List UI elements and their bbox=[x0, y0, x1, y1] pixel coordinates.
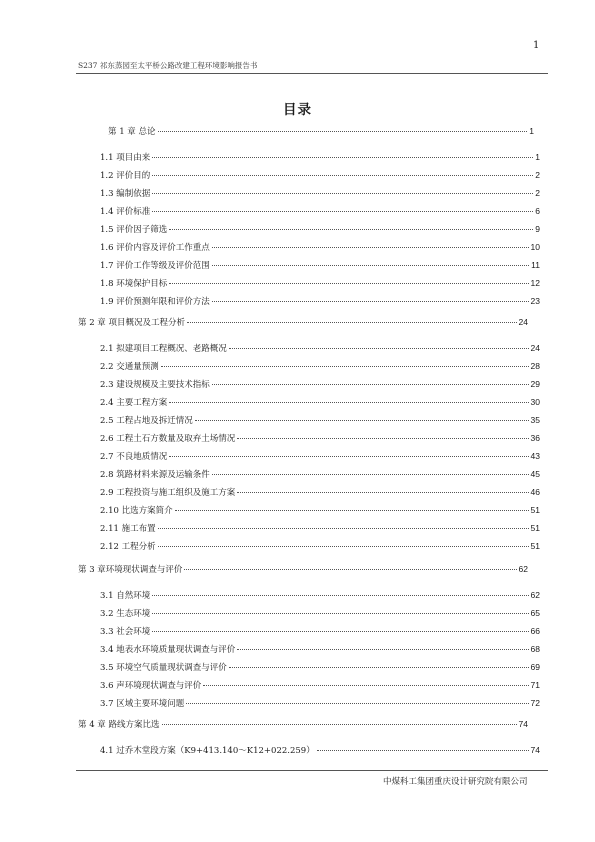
toc-leader-dots bbox=[317, 750, 529, 751]
toc-leader-dots bbox=[158, 131, 528, 132]
toc-entry-label: 2.8 筑路材料来源及运输条件 bbox=[100, 470, 210, 480]
document-title: S237 祁东蒸园至太平桥公路改建工程环境影响报告书 bbox=[78, 61, 258, 70]
toc-leader-dots bbox=[152, 613, 528, 614]
toc-entry-page: 35 bbox=[530, 415, 540, 425]
toc-entry-label: 3.5 环境空气质量现状调查与评价 bbox=[100, 663, 227, 673]
toc-entry-page: 28 bbox=[530, 361, 540, 371]
toc-entry-page: 1 bbox=[529, 126, 534, 136]
toc-leader-dots bbox=[184, 569, 516, 570]
toc-entry[interactable] bbox=[100, 504, 540, 518]
toc-entry-label: 1.6 评价内容及评价工作重点 bbox=[100, 243, 210, 253]
toc-entry-page: 1 bbox=[535, 152, 540, 162]
toc-entry[interactable] bbox=[100, 151, 540, 165]
toc-entry[interactable] bbox=[100, 625, 540, 639]
toc-entry-page: 23 bbox=[530, 296, 540, 306]
footer-rule bbox=[76, 770, 548, 771]
toc-entry-label: 3.6 声环境现状调查与评价 bbox=[100, 681, 202, 691]
toc-leader-dots bbox=[203, 685, 528, 686]
toc-leader-dots bbox=[158, 546, 529, 547]
toc-entry[interactable] bbox=[100, 661, 540, 675]
toc-entry-label: 4.1 过乔木堂段方案（K9+413.140～K12+022.259） bbox=[100, 746, 315, 756]
toc-entry-label: 1.1 项目由来 bbox=[100, 153, 151, 163]
toc-entry-label: 第 3 章环境现状调查与评价 bbox=[78, 565, 183, 575]
toc-entry[interactable] bbox=[100, 643, 540, 657]
toc-entry-label: 2.1 拟建项目工程概况、老路概况 bbox=[100, 344, 227, 354]
toc-leader-dots bbox=[169, 402, 528, 403]
toc-entry[interactable] bbox=[78, 316, 528, 330]
toc-entry-label: 2.2 交通量预测 bbox=[100, 362, 159, 372]
toc-entry[interactable] bbox=[100, 414, 540, 428]
toc-leader-dots bbox=[237, 649, 528, 650]
toc-leader-dots bbox=[195, 420, 529, 421]
toc-leader-dots bbox=[212, 384, 529, 385]
toc-entry[interactable] bbox=[100, 468, 540, 482]
toc-entry-page: 2 bbox=[535, 188, 540, 198]
toc-entry-label: 3.4 地表水环境质量现状调查与评价 bbox=[100, 645, 236, 655]
toc-entry[interactable] bbox=[100, 396, 540, 410]
toc-entry-page: 11 bbox=[531, 260, 540, 270]
toc-leader-dots bbox=[152, 157, 533, 158]
toc-entry-label: 第 2 章 项目概况及工程分析 bbox=[78, 318, 186, 328]
toc-entry-label: 2.12 工程分析 bbox=[100, 542, 156, 552]
toc-leader-dots bbox=[161, 366, 529, 367]
toc-leader-dots bbox=[237, 492, 528, 493]
footer-organization: 中煤科工集团重庆设计研究院有限公司 bbox=[383, 777, 528, 787]
toc-entry[interactable] bbox=[100, 223, 540, 237]
toc-entry-label: 1.5 评价因子筛选 bbox=[100, 225, 168, 235]
toc-leader-dots bbox=[169, 283, 528, 284]
toc-entry[interactable] bbox=[100, 295, 540, 309]
toc-entry-page: 74 bbox=[530, 745, 540, 755]
toc-entry-label: 1.4 评价标准 bbox=[100, 207, 151, 217]
toc-entry-label: 2.9 工程投资与施工组织及施工方案 bbox=[100, 488, 236, 498]
toc-entry-label: 2.6 工程土石方数量及取弃土场情况 bbox=[100, 434, 236, 444]
toc-entry-page: 43 bbox=[530, 451, 540, 461]
toc-entry-page: 9 bbox=[535, 224, 540, 234]
toc-leader-dots bbox=[175, 510, 529, 511]
toc-leader-dots bbox=[152, 595, 528, 596]
toc-entry-page: 74 bbox=[518, 719, 528, 729]
toc-entry-label: 2.10 比选方案简介 bbox=[100, 506, 173, 516]
toc-entry-label: 1.9 评价预测年限和评价方法 bbox=[100, 297, 210, 307]
toc-entry-page: 46 bbox=[530, 487, 540, 497]
toc-entry[interactable] bbox=[78, 563, 528, 577]
toc-entry-page: 51 bbox=[530, 541, 540, 551]
toc-entry-page: 62 bbox=[530, 590, 540, 600]
toc-leader-dots bbox=[237, 438, 528, 439]
toc-entry[interactable] bbox=[100, 277, 540, 291]
toc-entry-label: 1.7 评价工作等级及评价范围 bbox=[100, 261, 210, 271]
toc-entry[interactable] bbox=[100, 450, 540, 464]
toc-entry[interactable] bbox=[100, 432, 540, 446]
toc-leader-dots bbox=[212, 265, 529, 266]
toc-leader-dots bbox=[186, 703, 528, 704]
toc-entry[interactable] bbox=[100, 744, 540, 758]
toc-leader-dots bbox=[229, 348, 529, 349]
toc-entry[interactable] bbox=[100, 378, 540, 392]
toc-entry-page: 51 bbox=[530, 523, 540, 533]
toc-leader-dots bbox=[169, 229, 533, 230]
toc-leader-dots bbox=[152, 211, 533, 212]
toc-entry-label: 3.2 生态环境 bbox=[100, 609, 151, 619]
toc-entry[interactable] bbox=[78, 718, 528, 732]
toc-entry-label: 2.7 不良地质情况 bbox=[100, 452, 168, 462]
toc-entry-page: 24 bbox=[518, 317, 528, 327]
toc-entry-label: 2.4 主要工程方案 bbox=[100, 398, 168, 408]
toc-entry-label: 3.1 自然环境 bbox=[100, 591, 151, 601]
toc-entry-page: 24 bbox=[530, 343, 540, 353]
toc-entry-page: 2 bbox=[535, 170, 540, 180]
toc-entry-page: 29 bbox=[530, 379, 540, 389]
toc-entry[interactable] bbox=[100, 679, 540, 693]
toc-leader-dots bbox=[162, 724, 517, 725]
toc-entry-page: 6 bbox=[535, 206, 540, 216]
toc-entry-label: 1.2 评价目的 bbox=[100, 171, 151, 181]
toc-leader-dots bbox=[169, 456, 528, 457]
toc-entry-page: 62 bbox=[518, 564, 528, 574]
toc-leader-dots bbox=[152, 175, 533, 176]
toc-entry-page: 36 bbox=[530, 433, 540, 443]
toc-entry-label: 第 4 章 路线方案比选 bbox=[78, 720, 160, 730]
toc-leader-dots bbox=[152, 631, 528, 632]
toc-leader-dots bbox=[152, 193, 533, 194]
toc-entry-page: 51 bbox=[530, 505, 540, 515]
toc-entry[interactable] bbox=[100, 187, 540, 201]
toc-entry-page: 30 bbox=[530, 397, 540, 407]
toc-entry-page: 65 bbox=[530, 608, 540, 618]
toc-leader-dots bbox=[212, 474, 529, 475]
toc-entry[interactable] bbox=[100, 589, 540, 603]
toc-leader-dots bbox=[187, 322, 517, 323]
toc-entry[interactable] bbox=[100, 241, 540, 255]
toc-entry[interactable] bbox=[100, 540, 540, 554]
toc-entry[interactable] bbox=[100, 205, 540, 219]
toc-entry-page: 45 bbox=[530, 469, 540, 479]
toc-leader-dots bbox=[229, 667, 529, 668]
toc-entry-page: 72 bbox=[530, 698, 540, 708]
toc-entry[interactable] bbox=[100, 697, 540, 711]
toc-leader-dots bbox=[212, 301, 529, 302]
toc-entry-label: 2.11 施工布置 bbox=[100, 524, 156, 534]
toc-entry-page: 66 bbox=[530, 626, 540, 636]
toc-entry-page: 10 bbox=[530, 242, 540, 252]
toc-entry-page: 68 bbox=[530, 644, 540, 654]
toc-entry[interactable] bbox=[100, 360, 540, 374]
toc-entry-label: 3.7 区域主要环境问题 bbox=[100, 699, 185, 709]
toc-entry-label: 2.3 建设规模及主要技术指标 bbox=[100, 380, 210, 390]
toc-leader-dots bbox=[212, 247, 529, 248]
toc-heading: 目录 bbox=[283, 102, 312, 118]
toc-entry[interactable] bbox=[100, 522, 540, 536]
toc-entry-label: 1.8 环境保护目标 bbox=[100, 279, 168, 289]
toc-entry-page: 12 bbox=[530, 278, 540, 288]
toc-entry-page: 71 bbox=[530, 680, 540, 690]
toc-entry-label: 第 1 章 总论 bbox=[108, 127, 156, 137]
toc-entry-label: 1.3 编制依据 bbox=[100, 189, 151, 199]
toc-entry[interactable] bbox=[108, 125, 534, 139]
toc-entry-label: 2.5 工程占地及拆迁情况 bbox=[100, 416, 193, 426]
toc-entry[interactable] bbox=[100, 486, 540, 500]
toc-entry[interactable] bbox=[100, 342, 540, 356]
toc-entry[interactable] bbox=[100, 169, 540, 183]
toc-entry-label: 3.3 社会环境 bbox=[100, 627, 151, 637]
toc-entry[interactable] bbox=[100, 259, 540, 273]
toc-entry[interactable] bbox=[100, 607, 540, 621]
toc-entry-page: 69 bbox=[530, 662, 540, 672]
page-number: 1 bbox=[533, 40, 540, 51]
toc-leader-dots bbox=[158, 528, 529, 529]
